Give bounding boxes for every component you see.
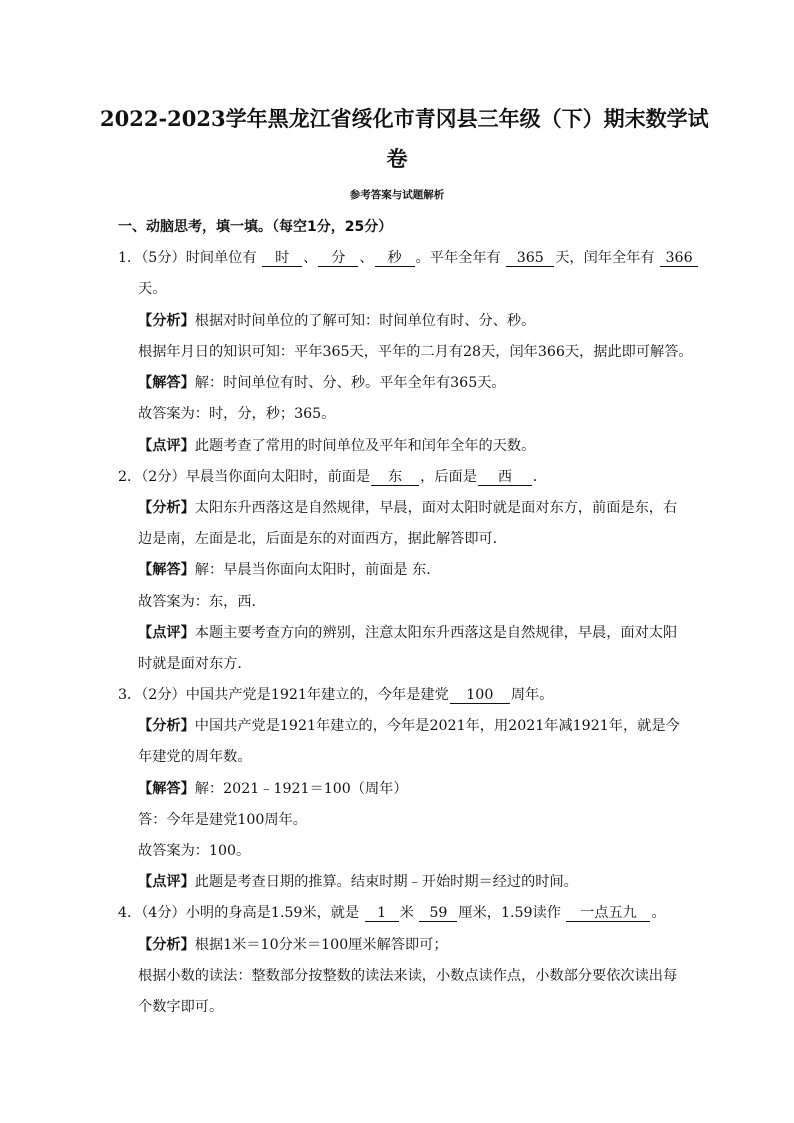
q1-tail: 天。 xyxy=(138,281,167,297)
section-heading: 一、动脑思考，填一填。（每空1分，25分） xyxy=(118,219,393,235)
q1-sep-1: 、 xyxy=(303,250,318,266)
q4-mid: 米 xyxy=(399,905,414,921)
question-1 xyxy=(118,248,699,268)
q3-prefix: 3．（2分）中国共产党是1921年建立的，今年是建党 xyxy=(118,687,449,703)
q4-mid2: 厘米，1.59读作 xyxy=(458,905,561,921)
solution-tag: 【解答】 xyxy=(138,781,195,797)
q3-tail: 周年。 xyxy=(510,687,554,703)
document-title-line2: 卷 xyxy=(386,146,408,171)
q3-comment-text: 此题是考查日期的推算。结束时期﹣开始时期＝经过的时间。 xyxy=(194,874,578,890)
q2-solution-text: 解：早晨当你面向太阳时，前面是 东． xyxy=(194,562,441,578)
q1-blank-2: 分 xyxy=(318,250,358,267)
q2-tail: ． xyxy=(532,469,548,485)
q3-solution-1 xyxy=(138,779,408,799)
q1-sep-2: 、 xyxy=(359,250,374,266)
q2-blank-2: 西 xyxy=(478,469,532,486)
q3-analysis-1 xyxy=(138,716,680,736)
document-title-line1: 2022-2023学年黑龙江省绥化市青冈县三年级（下）期末数学试 xyxy=(100,106,709,131)
analysis-tag: 【分析】 xyxy=(138,313,195,329)
q1-blank-3: 秒 xyxy=(375,250,415,267)
analysis-tag: 【分析】 xyxy=(138,718,195,734)
q4-blank-1: 1 xyxy=(365,905,399,922)
q4-analysis-1 xyxy=(138,935,448,955)
q3-solution-2: 答：今年是建党100周年。 xyxy=(138,812,307,828)
analysis-tag: 【分析】 xyxy=(138,937,195,953)
q3-comment-1 xyxy=(138,872,578,892)
q2-prefix: 2．（2分）早晨当你面向太阳时，前面是 xyxy=(118,469,371,485)
q3-blank-1: 100 xyxy=(450,687,510,704)
comment-tag: 【点评】 xyxy=(138,874,195,890)
comment-tag: 【点评】 xyxy=(138,438,195,454)
q4-analysis-text: 根据1米＝10分米＝100厘米解答即可； xyxy=(194,937,448,953)
q3-solution-3: 故答案为：100。 xyxy=(138,843,251,859)
solution-tag: 【解答】 xyxy=(138,562,195,578)
q1-prefix: 1．（5分）时间单位有 xyxy=(118,250,257,266)
q2-comment-text: 本题主要考查方向的辨别，注意太阳东升西落这是自然规律，早晨，面对太阳 xyxy=(194,625,678,641)
q4-tail: 。 xyxy=(651,905,666,921)
q1-blank-1: 时 xyxy=(262,250,302,267)
q1-blank-4: 365 xyxy=(506,250,554,267)
q1-solution-1 xyxy=(138,373,506,393)
q4-blank-3: 一点五九 xyxy=(566,905,650,922)
q2-analysis-1 xyxy=(138,498,677,518)
q4-prefix: 4．（4分）小明的身高是1.59米，就是 xyxy=(118,905,360,921)
q4-blank-2: 59 xyxy=(419,905,457,922)
q1-solution-text: 解：时间单位有时、分、秒。平年全年有365天。 xyxy=(194,375,506,391)
comment-tag: 【点评】 xyxy=(138,625,195,641)
question-2 xyxy=(118,467,547,487)
document-subtitle: 参考答案与试题解析 xyxy=(349,189,445,201)
q1-mid2: 天，闰年全年有 xyxy=(555,250,655,266)
q3-solution-text: 解：2021﹣1921＝100（周年） xyxy=(194,781,408,797)
q1-analysis-1 xyxy=(138,311,535,331)
q2-blank-1: 东 xyxy=(371,469,419,486)
solution-tag: 【解答】 xyxy=(138,375,195,391)
q2-solution-2: 故答案为：东，西． xyxy=(138,594,266,610)
q3-analysis-2: 年建党的周年数。 xyxy=(138,749,252,765)
q2-comment-2: 时就是面对东方． xyxy=(138,656,252,672)
q2-mid: ，后面是 xyxy=(420,469,477,485)
q1-analysis-2: 根据年月日的知识可知：平年365天，平年的二月有28天，闰年366天，据此即可解答。 xyxy=(138,344,693,360)
q2-analysis-2: 边是南，左面是北，后面是东的对面西方，据此解答即可． xyxy=(138,531,507,547)
q2-solution-1 xyxy=(138,560,440,580)
analysis-tag: 【分析】 xyxy=(138,500,195,516)
q1-comment-text: 此题考查了常用的时间单位及平年和闰年全年的天数。 xyxy=(194,438,536,454)
q1-mid: 。平年全年有 xyxy=(415,250,501,266)
q1-analysis-text: 根据对时间单位的了解可知：时间单位有时、分、秒。 xyxy=(194,313,536,329)
q1-blank-5: 366 xyxy=(660,250,698,267)
q4-analysis-2: 根据小数的读法：整数部分按整数的读法来读，小数点读作点，小数部分要依次读出每 xyxy=(138,968,678,984)
q4-analysis-3: 个数字即可。 xyxy=(138,999,224,1015)
question-3 xyxy=(118,685,553,705)
q3-analysis-text: 中国共产党是1921年建立的，今年是2021年，用2021年减1921年，就是今 xyxy=(194,718,680,734)
q1-solution-2: 故答案为：时，分，秒；365。 xyxy=(138,406,336,422)
q1-comment-1 xyxy=(138,436,535,456)
q2-analysis-text: 太阳东升西落这是自然规律，早晨，面对太阳时就是面对东方，前面是东，右 xyxy=(194,500,678,516)
q2-comment-1 xyxy=(138,623,677,643)
question-4 xyxy=(118,903,666,923)
